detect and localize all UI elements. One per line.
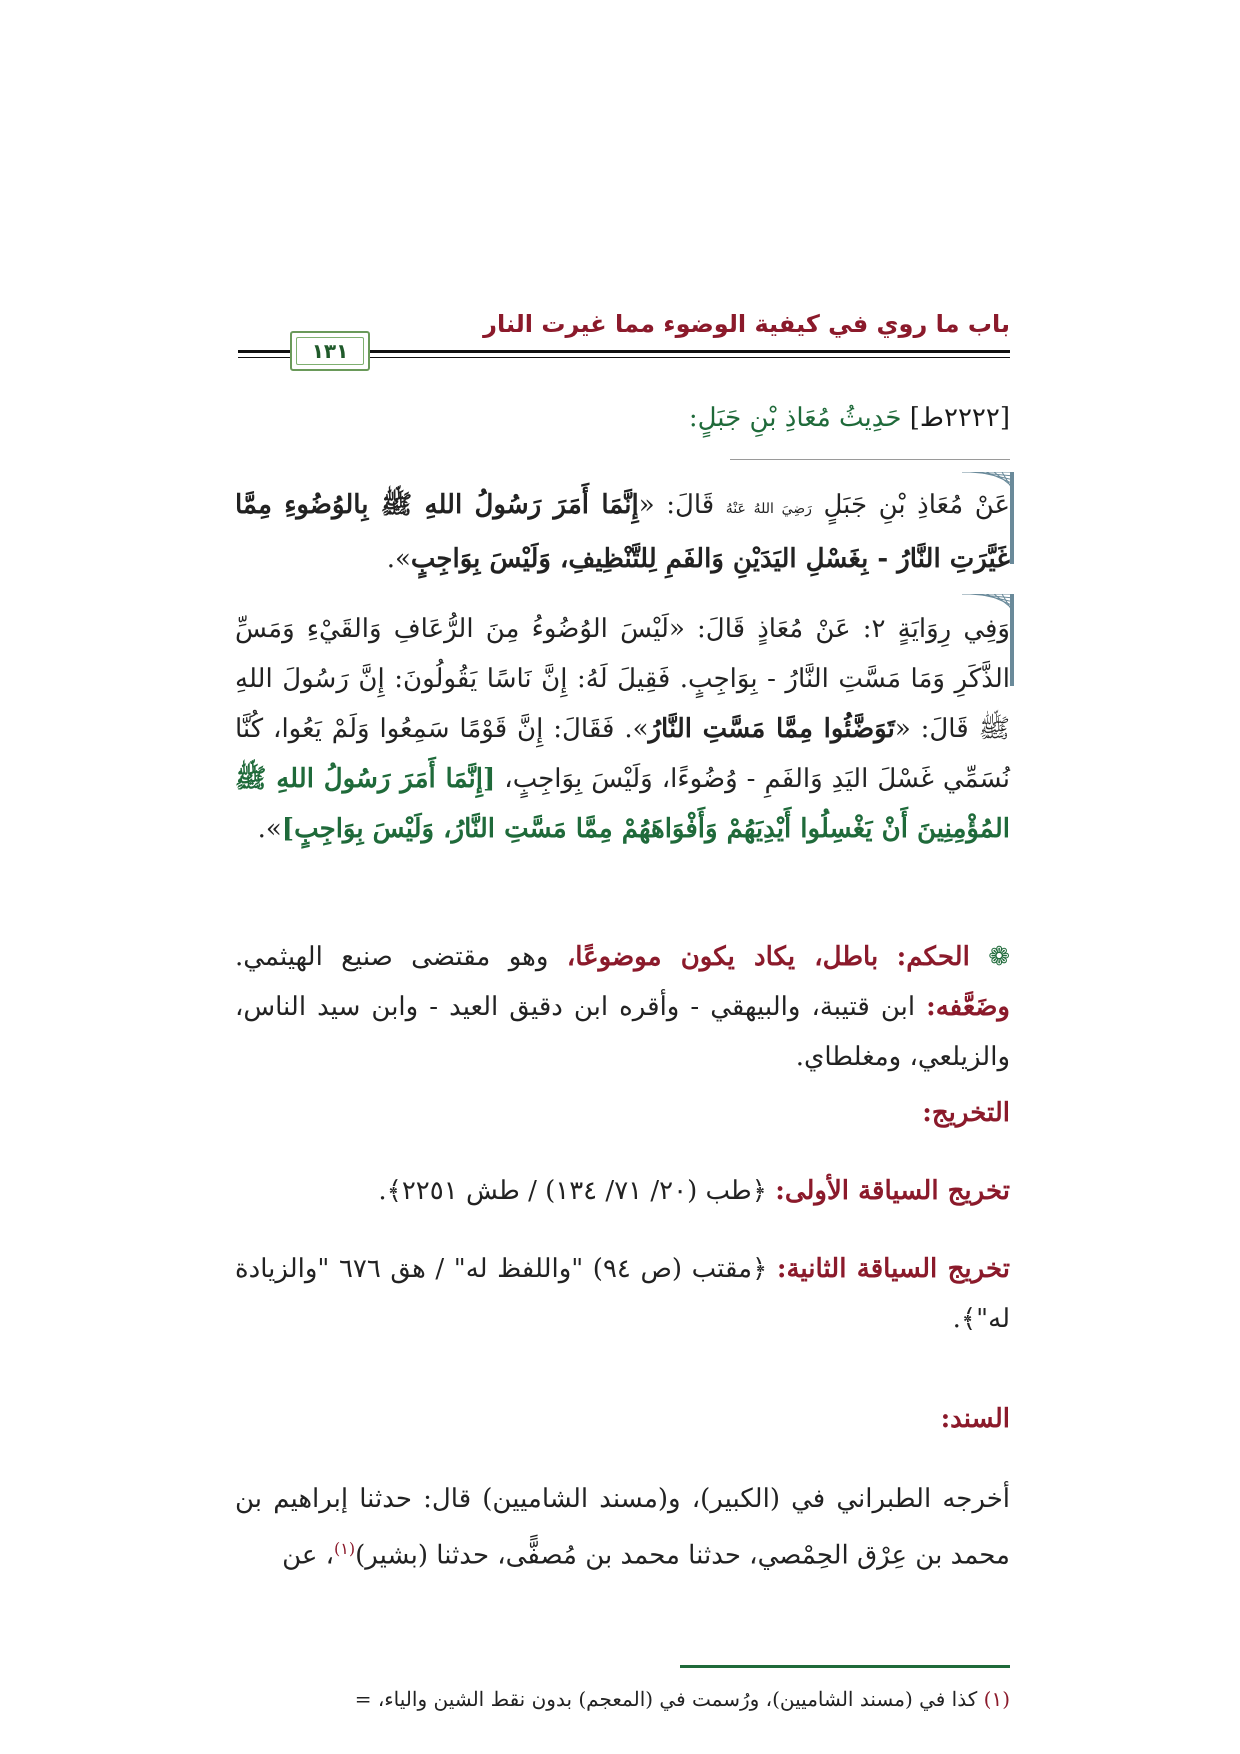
- takhrij-first: [235, 1166, 1010, 1216]
- narration-1-intro: عَنْ مُعَاذِ بْنِ جَبَلٍ: [823, 490, 1010, 520]
- takhrij-first-label: تخريج السياقة الأولى:: [775, 1176, 1010, 1206]
- sanad-body: أخرجه الطبراني في (الكبير)، و(مسند الشاميين) قال: حدثنا إبراهيم بن محمد بن عِرْق الحِمْصي، حدثنا محمد بن مُصفًّى، حدثنا (بشير): [235, 1484, 1011, 1571]
- ruling: [235, 932, 1010, 1082]
- takhrij-second: [235, 1244, 1010, 1344]
- narration-side-bar: [1010, 594, 1014, 686]
- ruling-label: الحكم:: [896, 942, 970, 972]
- narration-1-text: إِنَّمَا أَمَرَ رَسُولُ اللهِ ﷺ بِالوُضُوءِ مِمَّا غَيَّرَتِ النَّارُ - بِغَسْلِ اليَدَيْنِ وَالفَمِ لِلتَّنْظِيفِ، وَلَيْسَ بِوَاجِبٍ: [235, 490, 1010, 574]
- page-number-box: [290, 331, 370, 371]
- footnote-reference[interactable]: (١): [334, 1539, 356, 1558]
- running-header-title: باب ما روي في كيفية الوضوء مما غيرت النار: [483, 310, 1010, 338]
- footnote: [235, 1682, 1010, 1716]
- footnote-text: كذا في (مسند الشاميين)، ورُسمت في (المعجم) بدون نقط الشين والياء، =: [354, 1687, 984, 1711]
- narration-1: [235, 480, 1010, 584]
- takhrij-heading-text: التخريج:: [922, 1098, 1010, 1128]
- narration-2: [235, 604, 1010, 854]
- footnote-rule: [680, 1665, 1010, 1668]
- narration-1-close: ».: [386, 544, 411, 574]
- weakened-by: ابن قتيبة، والبيهقي - وأقره ابن دقيق العيد - وابن سيد الناس، والزيلعي، ومغلطاي.: [235, 992, 1010, 1072]
- narration-2-close: ».: [257, 814, 282, 844]
- page-number: ١٣١: [311, 339, 349, 363]
- narration-2-part1: وَفِي رِوَايَةٍ ٢: عَنْ مُعَاذٍ قَالَ: «لَيْسَ الوُضُوءُ مِنَ الرُّعَافِ وَالقَيْءِ وَمَسِّ الذَّكَرِ وَمَا مَسَّتِ النَّارُ - بِوَاجِبٍ. فَقِيلَ لَهُ: إِنَّ نَاسًا يَقُولُونَ: إِنَّ رَسُولَ اللهِ ﷺ قَالَ: «: [235, 614, 1010, 744]
- narration-2-green-text: [إِنَّمَا أَمَرَ رَسُولُ اللهِ ﷺ المُؤْمِنِينَ أَنْ يَغْسِلُوا أَيْدِيَهُمْ وَأَفْوَاهَهُمْ مِمَّا مَسَّتِ النَّارُ، وَلَيْسَ بِوَاجِبٍ]: [235, 764, 1010, 844]
- takhrij-second-label: تخريج السياقة الثانية:: [776, 1254, 1011, 1284]
- sanad-heading: [235, 1394, 1010, 1444]
- weakened-label: وضَعَّفه:: [926, 992, 1010, 1022]
- flower-icon: ❁: [988, 942, 1011, 972]
- narration-side-bar: [1010, 472, 1014, 564]
- takhrij-heading: [235, 1088, 1010, 1138]
- ruling-text: وهو مقتضى صنيع الهيثمي.: [235, 942, 567, 972]
- sanad-heading-text: السند:: [940, 1404, 1010, 1434]
- narration-2-part2: ». فَقَالَ: إِنَّ قَوْمًا سَمِعُوا وَلَمْ يَعُوا، كُنَّا نُسَمِّي غَسْلَ اليَدِ وَالفَمِ - وُضُوءًا، وَلَيْسَ بِوَاجِبٍ،: [235, 714, 1010, 794]
- hadith-number: [٢٢٢٢ط]: [909, 403, 1010, 433]
- takhrij-second-text: ﴿مقتب (ص ٩٤) "واللفظ له" / هق ٦٧٦ "والزيادة له"﴾.: [235, 1254, 1010, 1334]
- sanad-end: ، عن: [282, 1540, 335, 1571]
- sanad-text: [235, 1474, 1010, 1581]
- heading-underline: [730, 459, 1010, 460]
- narration-1-said: قَالَ: «: [638, 490, 715, 520]
- ruling-verdict: باطل، يكاد يكون موضوعًا،: [566, 942, 879, 972]
- honorific: رَضِيَ اللهُ عَنْهُ: [725, 501, 812, 517]
- footnote-number: (١): [983, 1687, 1010, 1711]
- takhrij-first-text: ﴿طب (٢٠/ ٧١/ ١٣٤) / طش ٢٢٥١﴾.: [378, 1176, 776, 1206]
- narration-2-quote: تَوَضَّئُوا مِمَّا مَسَّتِ النَّارُ: [648, 714, 895, 744]
- hadith-heading: [310, 403, 1010, 433]
- hadith-title: حَدِيثُ مُعَاذِ بْنِ جَبَلٍ:: [688, 403, 902, 433]
